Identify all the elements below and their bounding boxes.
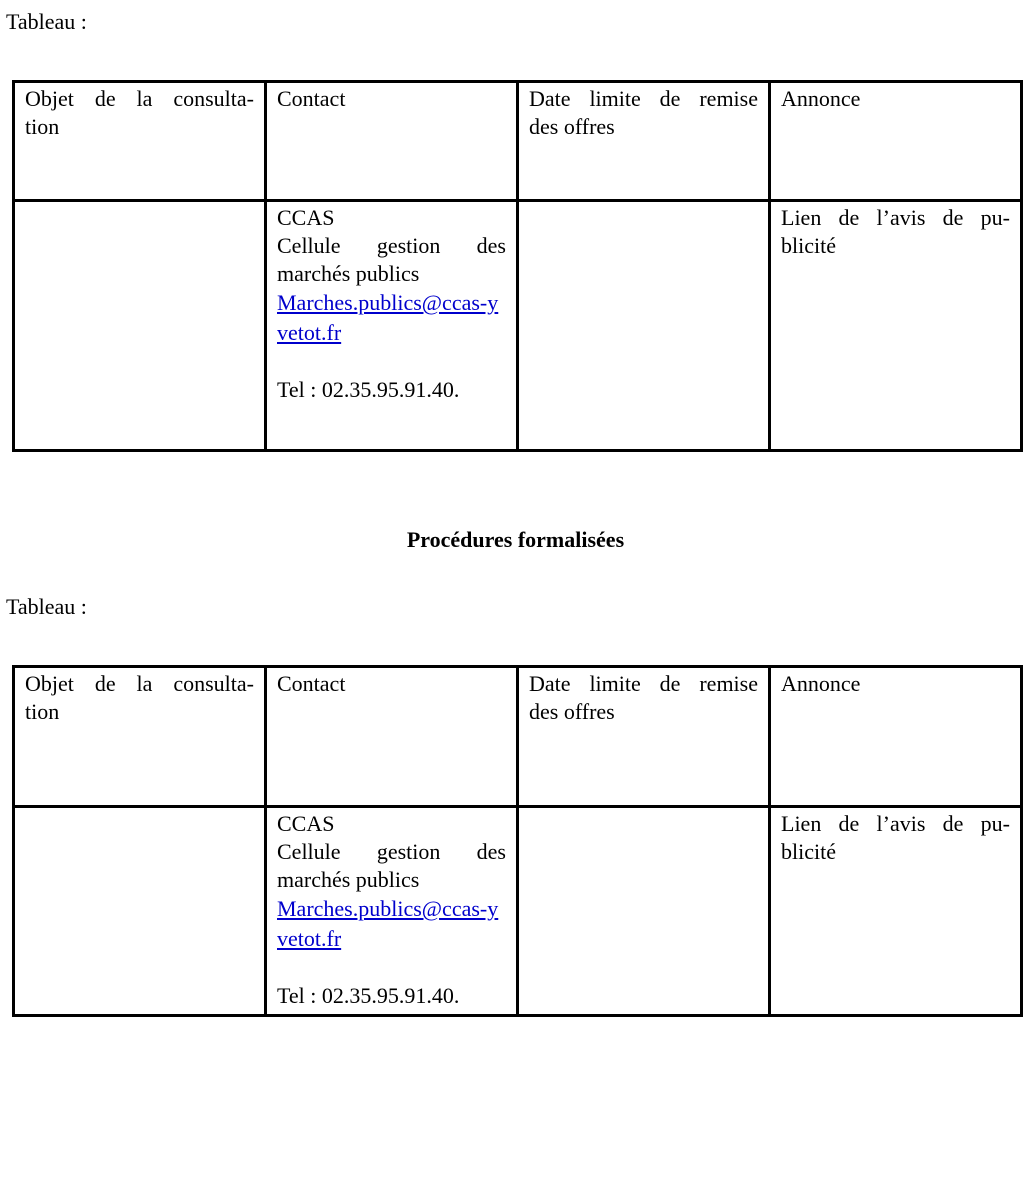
cell-annonce: Lien de l’avis de pu- blicité bbox=[770, 201, 1022, 451]
header-date-limite: Date limite de remise des offres bbox=[518, 82, 770, 201]
cell-contact bbox=[266, 201, 518, 451]
contact-cellule: Cellule gestion des bbox=[277, 839, 506, 864]
header-objet: Objet de la consulta- tion bbox=[14, 82, 266, 201]
header-date-limite: Date limite de remise des offres bbox=[518, 667, 770, 807]
header-objet: Objet de la consulta- tion bbox=[14, 667, 266, 807]
contact-marches: marchés publics bbox=[277, 261, 420, 286]
contact-tel: Tel : 02.35.95.91.40. bbox=[277, 983, 460, 1008]
contact-email-link[interactable]: Marches.publics@ccas-yvetot.fr bbox=[277, 896, 499, 951]
table-row bbox=[14, 201, 1022, 451]
contact-email-link[interactable]: Marches.publics@ccas-yvetot.fr bbox=[277, 290, 499, 345]
cell-objet bbox=[14, 201, 266, 451]
consultation-table-2 bbox=[12, 665, 1023, 1017]
header-annonce: Annonce bbox=[770, 667, 1022, 807]
cell-date-limite bbox=[518, 201, 770, 451]
contact-marches: marchés publics bbox=[277, 867, 420, 892]
table-label-1: Tableau : bbox=[6, 9, 87, 34]
cell-contact bbox=[266, 807, 518, 1016]
header-contact: Contact bbox=[266, 82, 518, 201]
table-label-2: Tableau : bbox=[6, 594, 87, 619]
header-annonce: Annonce bbox=[770, 82, 1022, 201]
table-row bbox=[14, 807, 1022, 1016]
consultation-table-1 bbox=[12, 80, 1023, 452]
cell-annonce: Lien de l’avis de pu- blicité bbox=[770, 807, 1022, 1016]
table-header-row bbox=[14, 82, 1022, 201]
header-contact: Contact bbox=[266, 667, 518, 807]
table-header-row bbox=[14, 667, 1022, 807]
contact-org: CCAS bbox=[277, 811, 335, 836]
contact-cellule: Cellule gestion des bbox=[277, 233, 506, 258]
cell-objet bbox=[14, 807, 266, 1016]
contact-org: CCAS bbox=[277, 205, 335, 230]
contact-tel: Tel : 02.35.95.91.40. bbox=[277, 377, 460, 402]
cell-date-limite bbox=[518, 807, 770, 1016]
section-heading: Procédures formalisées bbox=[406, 527, 625, 552]
